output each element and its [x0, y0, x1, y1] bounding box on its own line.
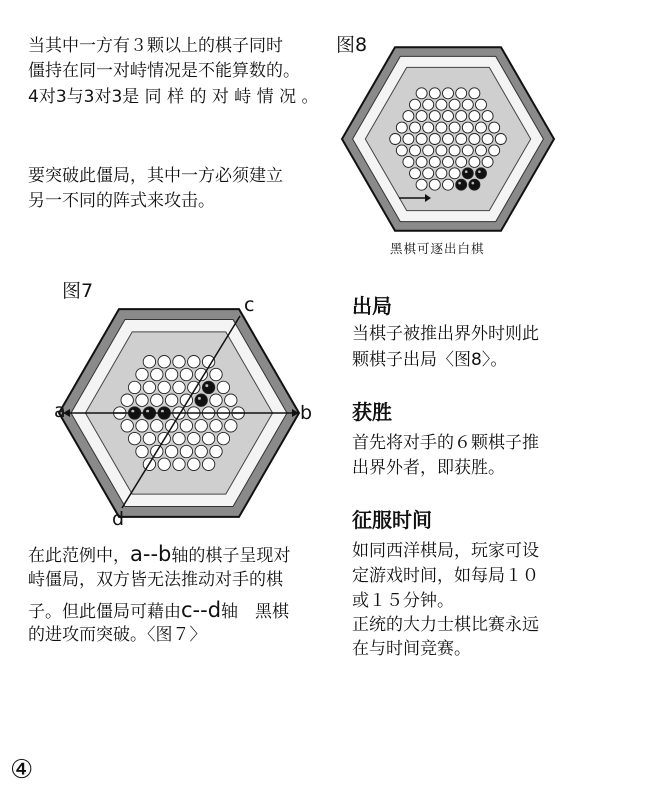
board-hole [180, 368, 192, 380]
axis-label-c: c [244, 294, 255, 316]
page-number: ④ [10, 755, 34, 785]
black-marble [195, 394, 207, 406]
paragraph-line: 当其中一方有３颗以上的棋子同时 [28, 36, 283, 56]
board-hole [151, 368, 163, 380]
paragraph-line: 要突破此僵局，其中一方必须建立 [28, 166, 283, 186]
paragraph-line [28, 600, 289, 621]
board-hole [195, 420, 207, 432]
board-hole [210, 368, 222, 380]
axis-text: a--b [130, 542, 172, 566]
board-hole [158, 356, 170, 368]
paragraph-line: 如同西洋棋局，玩家可设 [352, 541, 539, 561]
board-hole [143, 432, 155, 444]
board-hole [210, 445, 222, 457]
marble-highlight [205, 384, 208, 387]
board-hole [225, 420, 237, 432]
section-heading-time: 征服时间 [352, 508, 432, 532]
board-hole [151, 394, 163, 406]
paragraph-line: 定游戏时间，如每局１０ [352, 566, 539, 586]
paragraph-line: 峙僵局，双方皆无法推动对手的棋 [28, 570, 283, 590]
text-segment: 轴的棋子呈现对 [171, 546, 291, 566]
paragraph-line: 首先将对手的６颗棋子推 [352, 433, 539, 453]
board-hole [136, 394, 148, 406]
board-hole [143, 381, 155, 393]
axis-label-d: d [112, 508, 125, 530]
board-hole [173, 381, 185, 393]
figure-8-caption: 黑棋可逐出白棋 [390, 241, 485, 256]
axis-label-b: b [300, 402, 313, 424]
paragraph-line: 正统的大力士棋比赛永远 [352, 615, 539, 635]
board-hole [217, 432, 229, 444]
board-hole [128, 381, 140, 393]
board-hole [202, 458, 214, 470]
board-hole [195, 445, 207, 457]
section-heading-victory: 获胜 [352, 400, 392, 424]
board-hole [151, 420, 163, 432]
board-hole [165, 445, 177, 457]
section-heading-push-out: 出局 [352, 294, 392, 318]
board-hole [210, 420, 222, 432]
board-hole [158, 458, 170, 470]
paragraph-line: 出界外者，即获胜。 [352, 458, 505, 478]
paragraph-line [28, 544, 290, 565]
paragraph-line: 或１５分钟。 [352, 591, 454, 611]
board-hole [136, 420, 148, 432]
paragraph-line: 在与时间竞赛。 [352, 639, 471, 659]
board-hole [188, 432, 200, 444]
board-hole [202, 432, 214, 444]
marble-highlight [198, 397, 201, 400]
paragraph-line: 的进攻而突破。〈图７〉 [28, 625, 207, 645]
figure-7-label: 图7 [62, 280, 94, 302]
board-hole [225, 394, 237, 406]
figure-8-label: 图8 [336, 34, 368, 56]
board-hole [128, 432, 140, 444]
board-hole [173, 356, 185, 368]
board-hole [136, 368, 148, 380]
board-hole [180, 420, 192, 432]
board-hole [188, 458, 200, 470]
board-hole [210, 394, 222, 406]
board-hole [158, 381, 170, 393]
board-hole [165, 368, 177, 380]
black-marble [202, 381, 214, 393]
paragraph-line: 当棋子被推出界外时则此 [352, 324, 539, 344]
board-hole [121, 420, 133, 432]
axis-label-a: a [54, 400, 66, 422]
board-hole [217, 381, 229, 393]
board-hole [143, 356, 155, 368]
text-segment: 轴 黑棋 [221, 602, 290, 622]
paragraph-line: 另一不同的阵式来攻击。 [28, 191, 215, 211]
text-segment: 在此范例中， [28, 546, 130, 566]
board-hole [188, 356, 200, 368]
board-hole [180, 445, 192, 457]
paragraph-line: 颗棋子出局〈图8〉。 [352, 350, 508, 370]
board-hole [173, 432, 185, 444]
axis-text: c--d [181, 598, 222, 622]
board-hole [136, 445, 148, 457]
board-hole [121, 394, 133, 406]
board-hole [165, 394, 177, 406]
board-hole [173, 458, 185, 470]
text-segment: 子。但此僵局可藉由 [28, 602, 181, 622]
paragraph-line: 4对3与3对3是 同 样 的 对 峙 情 况 。 [28, 87, 319, 107]
paragraph-line: 僵持在同一对峙情况是不能算数的。 [28, 61, 300, 81]
